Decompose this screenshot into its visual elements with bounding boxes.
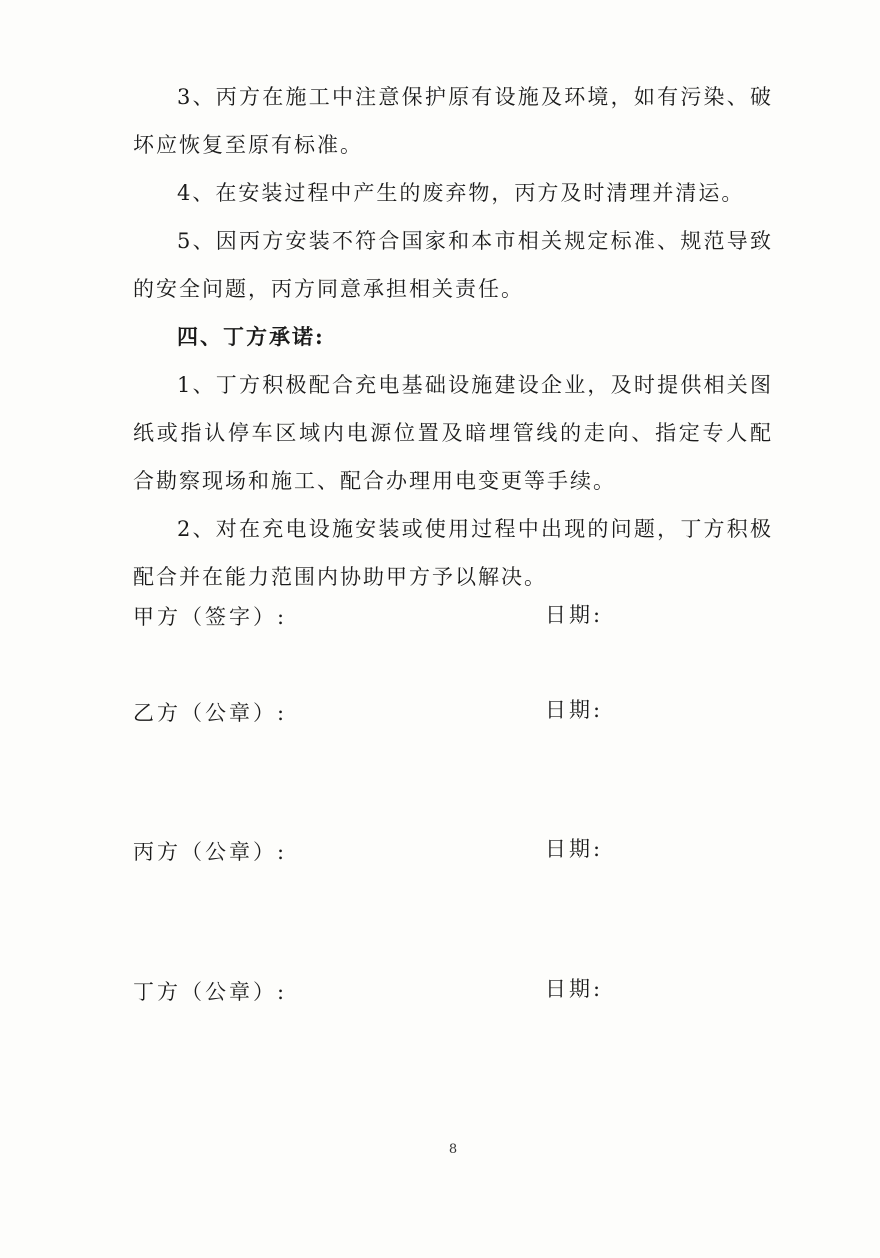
party-b-date-label: 日期: [545,698,604,722]
party-c-seal-label: 丙方（公章）: [133,840,288,864]
party-c-date-label: 日期: [545,837,604,861]
clause-3-protect-facilities: 3、丙方在施工中注意保护原有设施及环境，如有污染、破坏应恢复至原有标准。 [133,85,773,157]
party-d-clause-2: 2、对在充电设施安装或使用过程中出现的问题，丁方积极配合并在能力范围内协助甲方予以解决。 [133,517,773,589]
clause-5-safety-responsibility: 5、因丙方安装不符合国家和本市相关规定标准、规范导致的安全问题，丙方同意承担相关责任。 [133,229,773,301]
party-d-date-label: 日期: [545,977,604,1001]
section-heading-party-d: 四、丁方承诺: [177,324,325,349]
clause-4-waste-removal: 4、在安装过程中产生的废弃物，丙方及时清理并清运。 [177,181,745,205]
party-b-seal-label: 乙方（公章）: [133,701,288,725]
party-a-signature-label: 甲方（签字）: [133,605,288,629]
party-d-seal-label: 丁方（公章）: [133,980,288,1004]
page-number: 8 [448,1142,458,1157]
party-d-clause-1: 1、丁方积极配合充电基础设施建设企业，及时提供相关图纸或指认停车区域内电源位置及暗埋管线的走向、指定专人配合勘察现场和施工、配合办理用电变更等手续。 [133,373,773,493]
party-a-date-label: 日期: [545,603,604,627]
